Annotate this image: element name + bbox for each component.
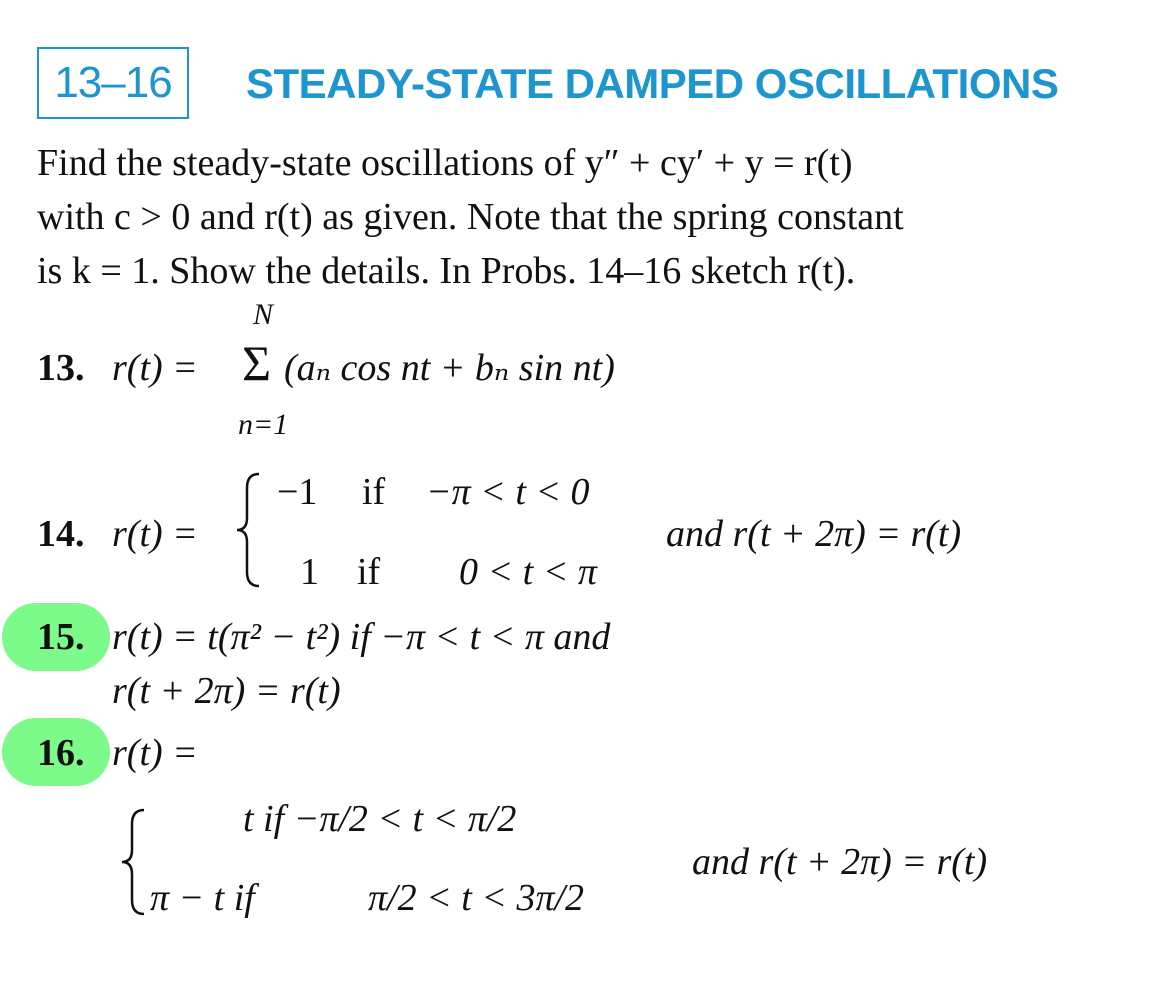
intro-line-1: Find the steady-state oscillations of y″ + cy′ + y = r(t) (37, 142, 853, 184)
problem-14-tail: and r(t + 2π) = r(t) (666, 513, 962, 555)
problem-13-sum-upper: N (253, 298, 274, 331)
problem-15-line-1: r(t) = t(π² − t²) if −π < t < π and (112, 616, 611, 658)
problem-16-lhs: r(t) = (112, 732, 198, 774)
problem-16-case2-cond: π/2 < t < 3π/2 (368, 877, 585, 919)
section-title: STEADY-STATE DAMPED OSCILLATIONS (246, 60, 1059, 107)
problem-16-tail: and r(t + 2π) = r(t) (692, 841, 988, 883)
problem-13-body: (aₙ cos nt + bₙ sin nt) (284, 347, 615, 389)
problem-16-case1: t if −π/2 < t < π/2 (243, 798, 517, 840)
problem-14-case2-value: 1 (300, 551, 319, 593)
section-range: 13–16 (54, 58, 172, 107)
intro-line-2: with c > 0 and r(t) as given. Note that the spring constant (37, 196, 904, 238)
problem-14-case1-if: if (362, 471, 386, 513)
problem-14-case1-cond: −π < t < 0 (426, 471, 590, 513)
problem-14-case1-value: −1 (277, 471, 318, 513)
problem-14-lhs: r(t) = (112, 513, 198, 555)
problem-14-case2-if: if (357, 551, 381, 593)
problem-13-lhs: r(t) = (112, 347, 198, 389)
problem-14-number: 14. (37, 513, 85, 555)
problem-14-brace (233, 470, 263, 590)
problem-13-sum-lower: n=1 (238, 408, 289, 441)
section-range-box (37, 47, 189, 119)
problem-15-line-2: r(t + 2π) = r(t) (112, 670, 341, 712)
intro-line-3: is k = 1. Show the details. In Probs. 14–16 sketch r(t). (37, 250, 856, 292)
problem-13-number: 13. (37, 347, 85, 389)
problem-16-brace (118, 806, 148, 918)
problem-16-case2-value: π − t if (150, 877, 255, 919)
problem-15-number: 15. (37, 616, 85, 658)
problem-13-sigma: Σ (242, 335, 272, 391)
intro-paragraph (37, 136, 1097, 298)
problem-14-case2-cond: 0 < t < π (459, 551, 597, 593)
problem-16-number: 16. (37, 732, 85, 774)
